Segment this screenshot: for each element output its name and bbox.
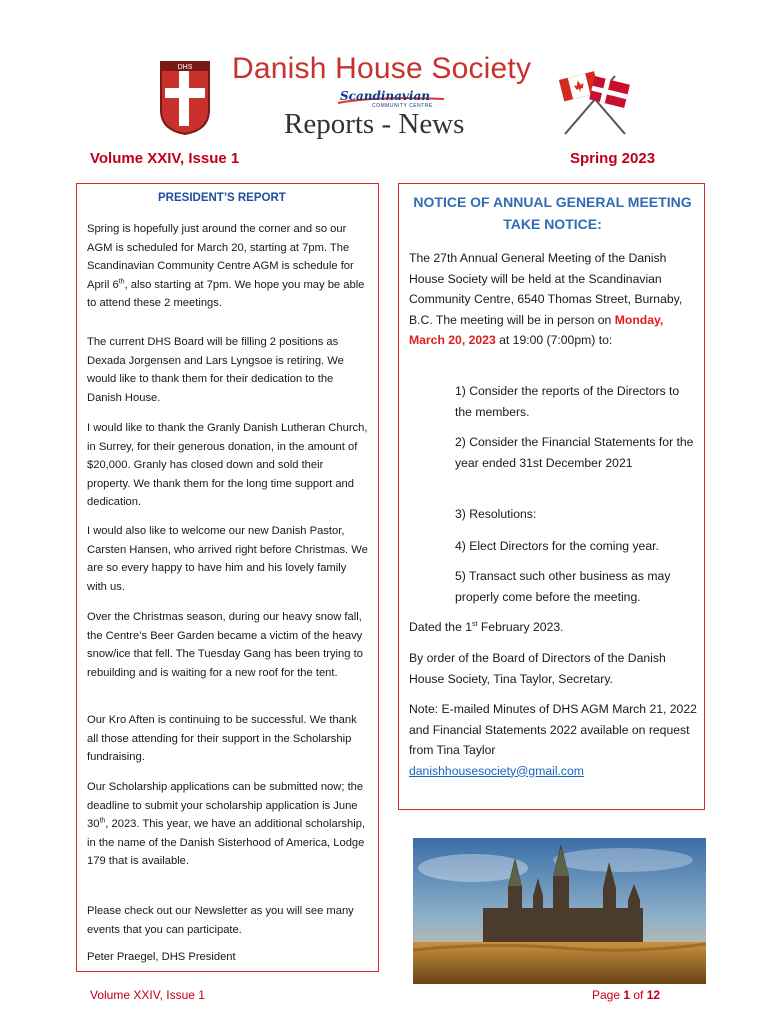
agm-notice-intro: The 27th Annual General Meeting of the Danish House Society will be held at the Scandinavian Community Centre, 6540 Thomas Street, Burnaby, B.C. The meeting will be in person on Monday, March 20, 2023 at 19:00 (7:00pm) to: (409, 251, 683, 347)
president-paragraph-1: Spring is hopefully just around the corner and so our AGM is scheduled for March 20, starting at 7pm. The Scandinavian Community Centre AGM is schedule for April 6th, also starting at 7pm. We hope you may be able to attend these 2 meetings. (87, 223, 365, 310)
president-paragraph-5: Over the Christmas season, during our heavy snow fall, the Centre’s Beer Garden became a victim of the heavy snow/ice that fell. The Tuesday Gang has been trying to rebuilding and is waiting for a new roof for the tent. (87, 611, 363, 679)
society-title: Danish House Society (232, 52, 532, 85)
president-paragraph-2: The current DHS Board will be filling 2 positions as Dexada Jorgensen and Lars Lyngsoe is retiring. We would like to thank them for their dedication to the Danish House. (87, 336, 344, 404)
volume-issue: Volume XXIV, Issue 1 (90, 150, 240, 167)
masthead-subtitle: Reports - News (284, 108, 465, 140)
partner-logo-subtext: COMMUNITY CENTRE (372, 103, 433, 109)
agm-item-2: 2) Consider the Financial Statements for the year ended 31st December 2021 (455, 435, 694, 470)
president-paragraph-7: Our Scholarship applications can be submitted now; the deadline to submit your scholarship application is June 30th, 2023. This year, we have an additional scholarship, in the name of the Danish Sisterhood of America, Lodge 179 that is available. (87, 781, 366, 868)
agm-notice-heading: NOTICE OF ANNUAL GENERAL MEETING TAKE NOTICE: (413, 194, 692, 232)
president-paragraph-8: Please check out our Newsletter as you will see many events that you can participate. (87, 905, 354, 936)
president-signature: Peter Praegel, DHS President (87, 951, 236, 963)
agm-note: Note: E-mailed Minutes of DHS AGM March 21, 2022 and Financial Statements 2022 available on request from Tina Taylor danishhousesociety@gmail.com (409, 702, 697, 778)
agm-item-4: 4) Elect Directors for the coming year. (455, 539, 659, 553)
agm-order: By order of the Board of Directors of the Danish House Society, Tina Taylor, Secretary. (409, 651, 666, 686)
president-paragraph-6: Our Kro Aften is continuing to be successful. We thank all those attending for their support in the Scholarship fundraising. (87, 714, 357, 764)
season-date: Spring 2023 (570, 150, 656, 167)
castle-photo (413, 838, 706, 984)
partner-logo-text: Scandinavian (340, 89, 430, 103)
dhs-crest-logo (157, 58, 213, 136)
agm-meeting-date: Monday, March 20, 2023 (409, 312, 664, 347)
president-paragraph-3: I would like to thank the Granly Danish Lutheran Church, in Surrey, for their generous donation, in the amount of $20,000. Granly has closed down and sold their property. We thank them for the long time support and dedication. (87, 422, 368, 509)
email-link[interactable]: danishhousesociety@gmail.com (409, 763, 584, 778)
agm-item-1: 1) Consider the reports of the Directors to the members. (455, 384, 680, 419)
president-report-heading: PRESIDENT’S REPORT (158, 192, 286, 204)
president-paragraph-4: I would also like to welcome our new Danish Pastor, Carsten Hansen, who arrived right before Christmas. We are so every happy to have him and his lovely family with us. (87, 525, 368, 593)
footer-page-number: Page 1 of 12 (592, 988, 661, 1002)
footer-volume: Volume XXIV, Issue 1 (90, 988, 205, 1002)
crossed-flags-icon (555, 70, 635, 136)
agm-dated: Dated the 1st February 2023. (409, 620, 564, 634)
crest-text: DHS (177, 64, 193, 71)
agm-item-5: 5) Transact such other business as may properly come before the meeting. (455, 569, 671, 604)
agm-item-3: 3) Resolutions: (455, 507, 537, 521)
